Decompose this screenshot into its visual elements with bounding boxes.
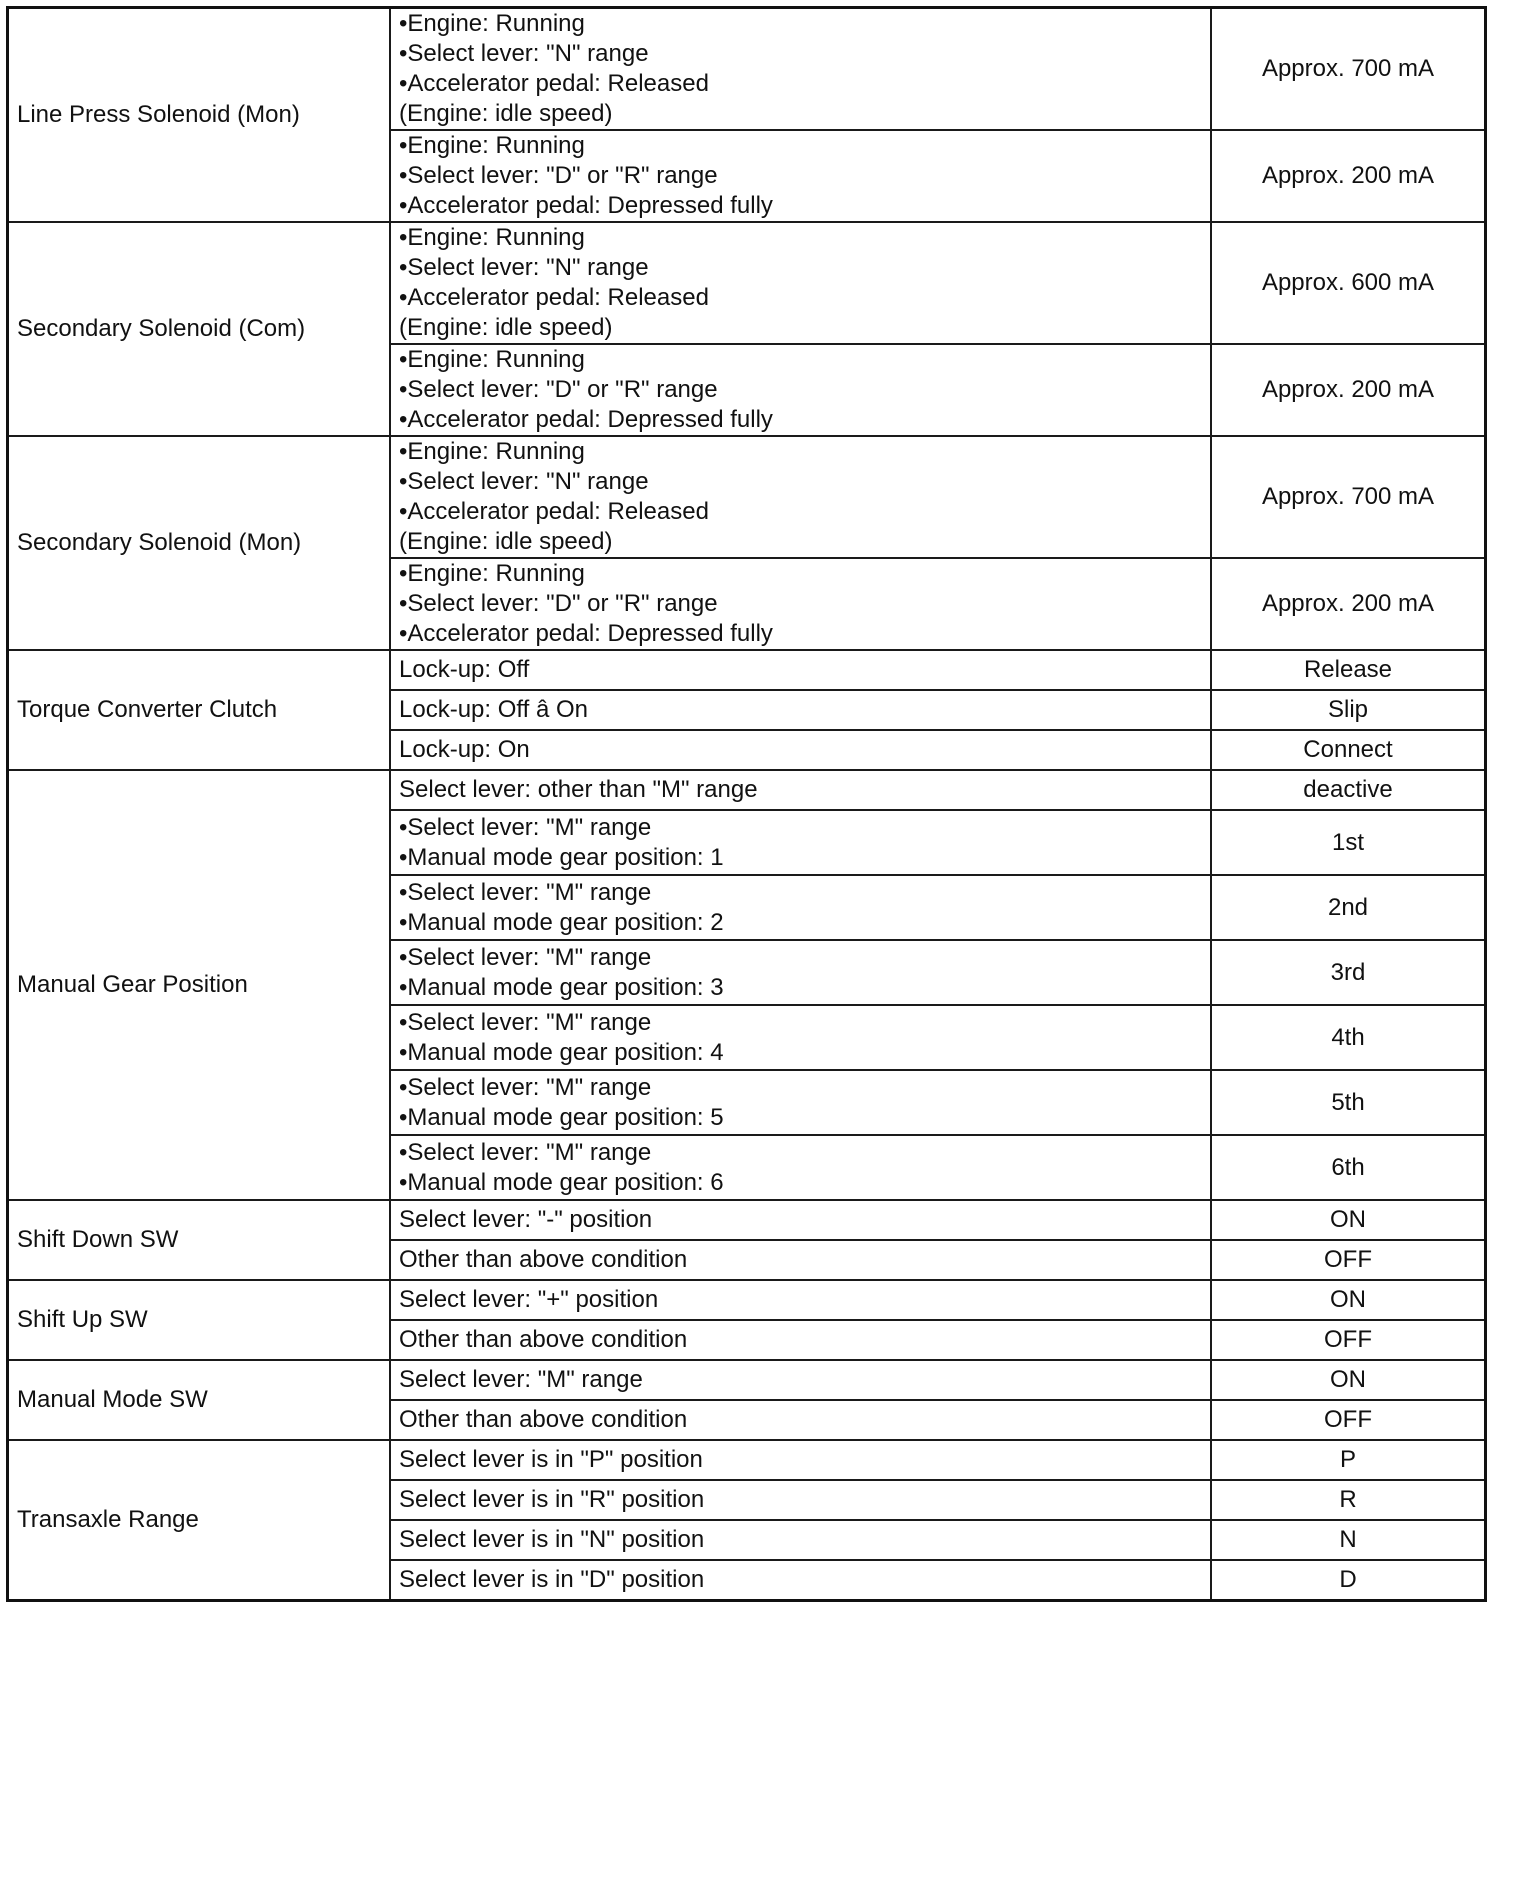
condition-cell <box>390 810 1211 875</box>
condition-line: Select lever is in "P" position <box>399 1446 703 1473</box>
condition-cell <box>390 1240 1211 1280</box>
condition-line: •Select lever: "M" range <box>399 1073 652 1101</box>
condition-line: Other than above condition <box>399 1246 688 1273</box>
condition-line: •Select lever: "M" range <box>399 813 652 841</box>
condition-line: •Engine: Running <box>399 10 585 37</box>
condition-cell <box>390 940 1211 1005</box>
condition-cell <box>390 1480 1211 1520</box>
value-cell: 5th <box>1211 1070 1486 1135</box>
condition-cell <box>390 1520 1211 1560</box>
condition-cell <box>390 1200 1211 1240</box>
condition-cell <box>390 436 1211 558</box>
condition-line: •Select lever: "M" range <box>399 943 652 971</box>
table-row <box>8 222 1486 344</box>
value-cell: ON <box>1211 1280 1486 1320</box>
item-name-cell: Line Press Solenoid (Mon) <box>8 8 391 223</box>
condition-line: •Select lever: "N" range <box>399 40 649 67</box>
spec-table <box>6 6 1487 1602</box>
value-cell: 6th <box>1211 1135 1486 1200</box>
condition-cell <box>390 690 1211 730</box>
condition-line: •Engine: Running <box>399 132 585 159</box>
value-cell: Slip <box>1211 690 1486 730</box>
value-cell: deactive <box>1211 770 1486 810</box>
condition-line: Select lever: "+" position <box>399 1286 659 1313</box>
condition-line: •Select lever: "D" or "R" range <box>399 590 718 617</box>
condition-cell <box>390 1135 1211 1200</box>
condition-line: •Accelerator pedal: Released <box>399 70 709 97</box>
value-cell: Approx. 200 mA <box>1211 558 1486 650</box>
value-cell: 3rd <box>1211 940 1486 1005</box>
value-cell: Approx. 200 mA <box>1211 344 1486 436</box>
condition-line: •Manual mode gear position: 1 <box>399 843 724 871</box>
condition-line: Lock-up: Off â On <box>399 696 588 723</box>
value-cell: OFF <box>1211 1240 1486 1280</box>
value-cell: Release <box>1211 650 1486 690</box>
item-name-cell: Secondary Solenoid (Com) <box>8 222 391 436</box>
condition-line: (Engine: idle speed) <box>399 100 613 127</box>
condition-cell <box>390 650 1211 690</box>
item-name-cell: Manual Gear Position <box>8 770 391 1200</box>
condition-line: •Select lever: "N" range <box>399 468 649 495</box>
condition-line: •Select lever: "M" range <box>399 878 652 906</box>
item-name-cell: Secondary Solenoid (Mon) <box>8 436 391 650</box>
condition-line: Lock-up: On <box>399 736 530 763</box>
table-row <box>8 436 1486 558</box>
condition-cell <box>390 730 1211 770</box>
condition-cell <box>390 1070 1211 1135</box>
value-cell: ON <box>1211 1200 1486 1240</box>
condition-cell <box>390 130 1211 222</box>
item-name-cell: Shift Down SW <box>8 1200 391 1280</box>
condition-line: •Accelerator pedal: Depressed fully <box>399 620 773 647</box>
condition-line: •Manual mode gear position: 3 <box>399 973 724 1001</box>
value-cell: Approx. 600 mA <box>1211 222 1486 344</box>
condition-line: Other than above condition <box>399 1406 688 1433</box>
condition-line: (Engine: idle speed) <box>399 528 613 555</box>
value-cell: 2nd <box>1211 875 1486 940</box>
spec-table-body <box>8 8 1486 1601</box>
condition-line: •Select lever: "M" range <box>399 1008 652 1036</box>
condition-line: •Select lever: "D" or "R" range <box>399 376 718 403</box>
value-cell: Approx. 700 mA <box>1211 436 1486 558</box>
value-cell: 4th <box>1211 1005 1486 1070</box>
condition-cell <box>390 1320 1211 1360</box>
table-row <box>8 650 1486 690</box>
condition-line: Select lever is in "D" position <box>399 1565 705 1593</box>
item-name-cell: Torque Converter Clutch <box>8 650 391 770</box>
value-cell: P <box>1211 1440 1486 1480</box>
value-cell: N <box>1211 1520 1486 1560</box>
condition-line: •Select lever: "N" range <box>399 254 649 281</box>
condition-cell <box>390 1440 1211 1480</box>
condition-line: •Manual mode gear position: 5 <box>399 1103 724 1131</box>
condition-line: (Engine: idle speed) <box>399 314 613 341</box>
condition-line: Lock-up: Off <box>399 656 530 683</box>
table-row <box>8 1440 1486 1480</box>
value-cell: ON <box>1211 1360 1486 1400</box>
condition-cell <box>390 1280 1211 1320</box>
condition-line: •Accelerator pedal: Depressed fully <box>399 406 773 433</box>
table-row <box>8 1280 1486 1320</box>
value-cell: OFF <box>1211 1400 1486 1440</box>
condition-line: Select lever is in "R" position <box>399 1486 705 1513</box>
condition-line: •Manual mode gear position: 2 <box>399 908 724 936</box>
condition-line: •Select lever: "D" or "R" range <box>399 162 718 189</box>
condition-line: •Accelerator pedal: Released <box>399 498 709 525</box>
table-row <box>8 770 1486 810</box>
table-row <box>8 1200 1486 1240</box>
value-cell: Approx. 700 mA <box>1211 8 1486 131</box>
value-cell: D <box>1211 1560 1486 1600</box>
condition-line: •Engine: Running <box>399 560 585 587</box>
condition-cell <box>390 770 1211 810</box>
condition-line: Select lever: "-" position <box>399 1206 653 1233</box>
condition-line: •Manual mode gear position: 6 <box>399 1168 724 1196</box>
condition-cell <box>390 222 1211 344</box>
condition-cell <box>390 1400 1211 1440</box>
table-row <box>8 1360 1486 1400</box>
condition-line: Select lever: other than "M" range <box>399 776 758 803</box>
condition-line: •Engine: Running <box>399 346 585 373</box>
condition-line: •Select lever: "M" range <box>399 1138 652 1166</box>
condition-line: •Accelerator pedal: Released <box>399 284 709 311</box>
item-name-cell: Shift Up SW <box>8 1280 391 1360</box>
value-cell: 1st <box>1211 810 1486 875</box>
value-cell: Connect <box>1211 730 1486 770</box>
condition-cell <box>390 8 1211 131</box>
condition-line: •Manual mode gear position: 4 <box>399 1038 724 1066</box>
item-name-cell: Manual Mode SW <box>8 1360 391 1440</box>
condition-cell <box>390 558 1211 650</box>
value-cell: OFF <box>1211 1320 1486 1360</box>
condition-cell <box>390 344 1211 436</box>
value-cell: R <box>1211 1480 1486 1520</box>
condition-line: Select lever is in "N" position <box>399 1526 705 1553</box>
condition-cell <box>390 1360 1211 1400</box>
condition-line: •Engine: Running <box>399 438 585 465</box>
condition-line: Other than above condition <box>399 1326 688 1353</box>
condition-cell <box>390 875 1211 940</box>
condition-line: •Engine: Running <box>399 224 585 251</box>
item-name-cell: Transaxle Range <box>8 1440 391 1600</box>
condition-cell <box>390 1560 1211 1600</box>
condition-line: •Accelerator pedal: Depressed fully <box>399 192 773 219</box>
condition-line: Select lever: "M" range <box>399 1366 643 1393</box>
value-cell: Approx. 200 mA <box>1211 130 1486 222</box>
condition-cell <box>390 1005 1211 1070</box>
table-row <box>8 8 1486 131</box>
